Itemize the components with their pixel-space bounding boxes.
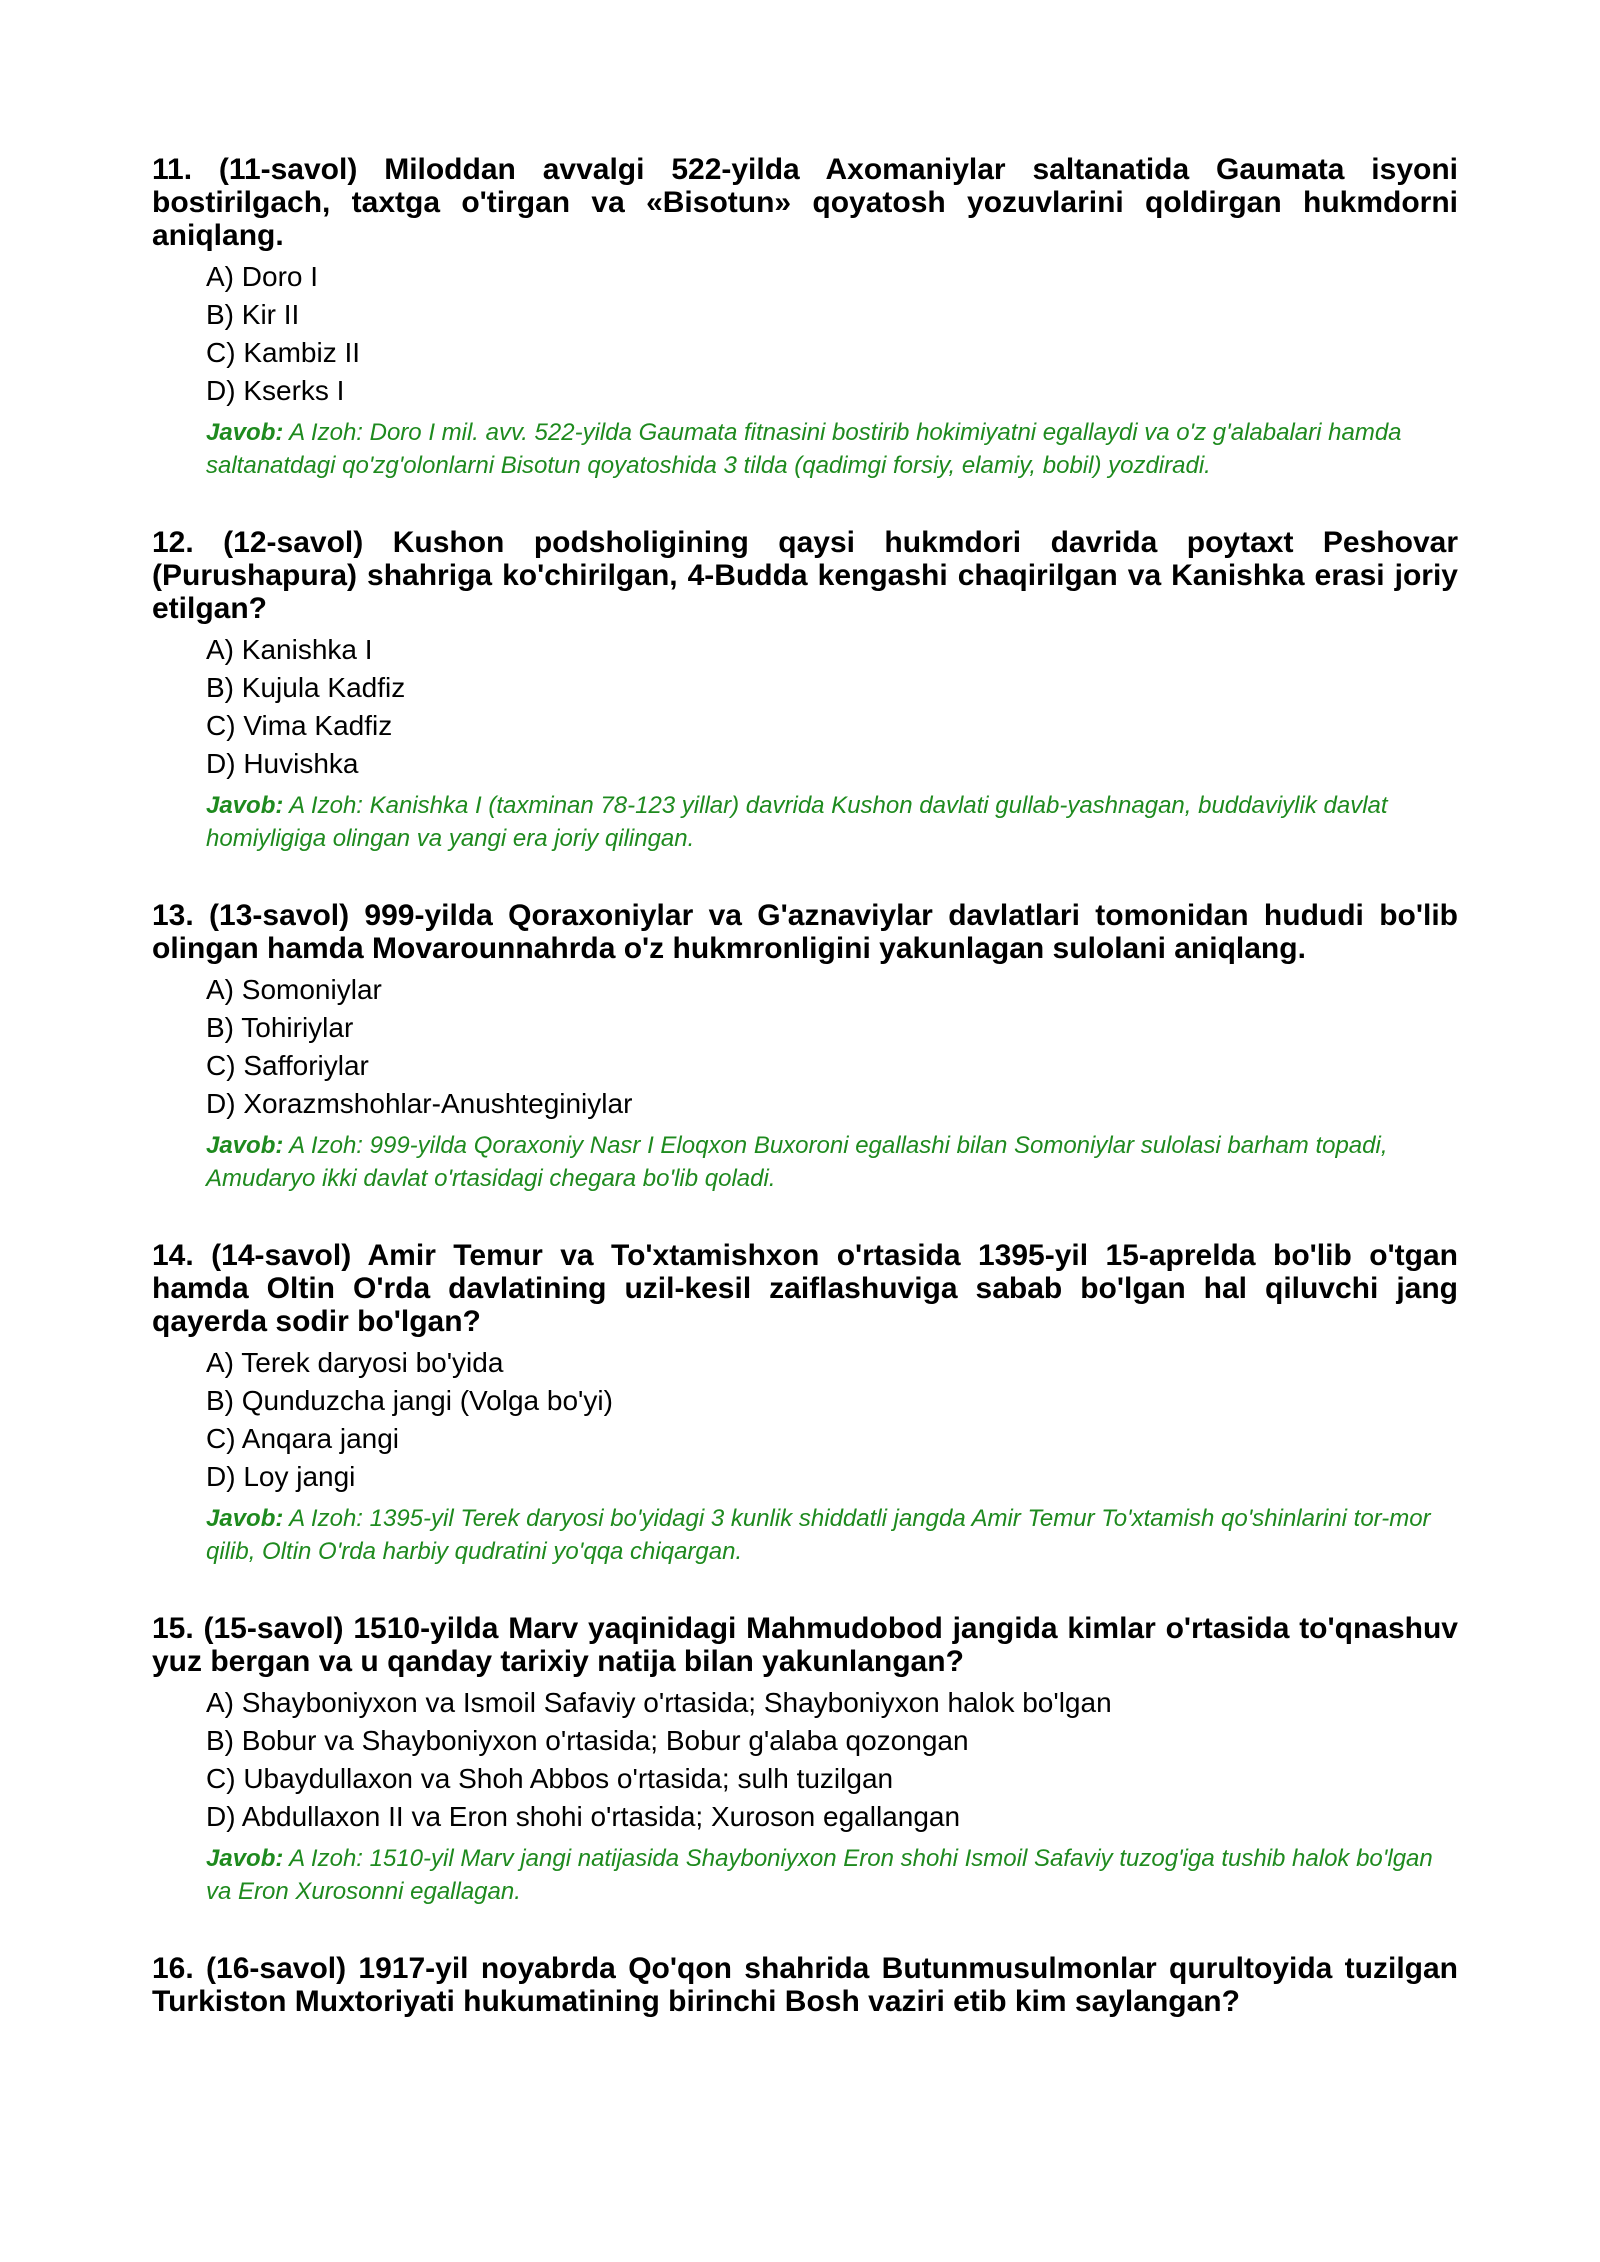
question-title: 16. (16-savol) 1917-yil noyabrda Qo'qon shahrida Butunmusulmonlar qurultoyida tuzilgan Turkiston Muxtoriyati hukumatining birinchi Bosh vaziri etib kim saylangan? [152,1952,1458,2018]
question-15 [152,1612,1458,1908]
question-title: 12. (12-savol) Kushon podsholigining qaysi hukmdori davrida poytaxt Peshovar (Purushapura) shahriga ko'chirilgan, 4-Budda kengashi chaqirilgan va Kanishka erasi joriy etilgan? [152,526,1458,625]
option-d: D) Abdullaxon II va Eron shohi o'rtasida; Xuroson egallangan [206,1801,961,1832]
option-d: D) Xorazmshohlar-Anushteginiylar [206,1088,633,1119]
option-c: C) Ubaydullaxon va Shoh Abbos o'rtasida; sulh tuzilgan [206,1763,894,1794]
question-title: 13. (13-savol) 999-yilda Qoraxoniylar va G'aznaviylar davlatlari tomonidan hududi bo'lib olingan hamda Movarounnahrda o'z hukmronligini yakunlagan sulolani aniqlang. [152,899,1458,965]
answer-explanation [206,1842,1458,1908]
option-b: B) Kujula Kadfiz [206,672,406,703]
option-list [206,258,1458,410]
question-13 [152,899,1458,1195]
option-c: C) Safforiylar [206,1050,369,1081]
answer-text: A Izoh: 1395-yil Terek daryosi bo'yidagi 3 kunlik shiddatli jangda Amir Temur To'xtamish qo'shinlarini tor-mor qilib, Oltin O'rda harbiy qudratini yo'qqa chiqargan. [206,1505,1431,1565]
option-list [206,971,1458,1123]
question-title: 15. (15-savol) 1510-yilda Marv yaqinidagi Mahmudobod jangida kimlar o'rtasida to'qnashuv yuz bergan va u qanday tarixiy natija bilan yakunlangan? [152,1612,1458,1678]
option-c: C) Kambiz II [206,337,361,368]
question-11 [152,153,1458,482]
question-12 [152,526,1458,855]
option-d: D) Loy jangi [206,1461,356,1492]
option-list [206,1344,1458,1496]
option-a: A) Kanishka I [206,634,373,665]
question-16 [152,1952,1458,2018]
answer-explanation [206,789,1458,855]
answer-text: A Izoh: 1510-yil Marv jangi natijasida Shayboniyxon Eron shohi Ismoil Safaviy tuzog'iga tushib halok bo'lgan va Eron Xurosonni egallagan. [206,1845,1433,1905]
option-b: B) Tohiriylar [206,1012,354,1043]
answer-explanation [206,1129,1458,1195]
question-title: 11. (11-savol) Miloddan avvalgi 522-yilda Axomaniylar saltanatida Gaumata isyoni bostirilgach, taxtga o'tirgan va «Bisotun» qoyatosh yozuvlarini qoldirgan hukmdorni aniqlang. [152,153,1458,252]
answer-explanation [206,416,1458,482]
option-a: A) Somoniylar [206,974,382,1005]
question-title: 14. (14-savol) Amir Temur va To'xtamishxon o'rtasida 1395-yil 15-aprelda bo'lib o'tgan hamda Oltin O'rda davlatining uzil-kesil zaiflashuviga sabab bo'lgan hal qiluvchi jang qayerda sodir bo'lgan? [152,1239,1458,1338]
document-page [152,153,1458,2062]
option-b: B) Kir II [206,299,300,330]
option-c: C) Anqara jangi [206,1423,400,1454]
option-d: D) Kserks I [206,375,345,406]
option-b: B) Qunduzcha jangi (Volga bo'yi) [206,1385,613,1416]
option-c: C) Vima Kadfiz [206,710,393,741]
answer-text: A Izoh: 999-yilda Qoraxoniy Nasr I Eloqxon Buxoroni egallashi bilan Somoniylar sulolasi barham topadi, Amudaryo ikki davlat o'rtasidagi chegara bo'lib qoladi. [206,1132,1388,1192]
option-d: D) Huvishka [206,748,359,779]
answer-label: Javob: [206,1505,284,1532]
answer-text: A Izoh: Kanishka I (taxminan 78-123 yillar) davrida Kushon davlati gullab-yashnagan, buddaviylik davlat homiyligiga olingan va yangi era joriy qilingan. [206,792,1388,852]
answer-explanation [206,1502,1458,1568]
option-b: B) Bobur va Shayboniyxon o'rtasida; Bobur g'alaba qozongan [206,1725,969,1756]
option-list [206,631,1458,783]
answer-label: Javob: [206,792,284,819]
option-a: A) Shayboniyxon va Ismoil Safaviy o'rtasida; Shayboniyxon halok bo'lgan [206,1687,1112,1718]
answer-label: Javob: [206,1845,284,1872]
option-a: A) Doro I [206,261,319,292]
answer-label: Javob: [206,1132,284,1159]
option-a: A) Terek daryosi bo'yida [206,1347,504,1378]
question-14 [152,1239,1458,1568]
answer-label: Javob: [206,419,284,446]
answer-text: A Izoh: Doro I mil. avv. 522-yilda Gaumata fitnasini bostirib hokimiyatni egallaydi va o'z g'alabalari hamda saltanatdagi qo'zg'olonlarni Bisotun qoyatoshida 3 tilda (qadimgi forsiy, elamiy, bobil) yozdiradi. [206,419,1402,479]
option-list [206,1684,1458,1836]
